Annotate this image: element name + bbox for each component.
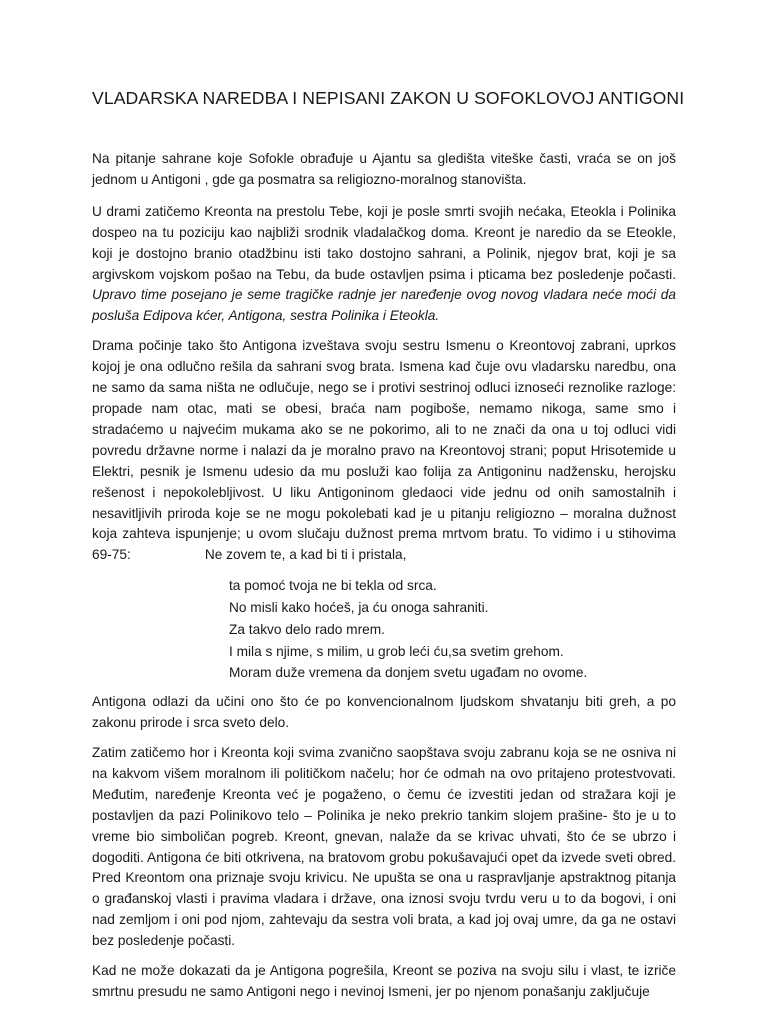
verse-line: Moram duže vremena da donjem svetu ugađam no ovome. (229, 665, 588, 681)
verse-line: No misli kako hoćeš, ja ću onoga sahraniti. (229, 600, 489, 616)
paragraph-kreont-italic: Upravo time posejano je seme tragičke radnje jer naređenje ovog novog vladara neće moći da posluša Edipova kćer, Antigona, sestra Polinika i Eteokla. (92, 287, 676, 324)
document-title: VLADARSKA NAREDBA I NEPISANI ZAKON U SOFOKLOVOJ ANTIGONI (92, 88, 685, 108)
verse-line: I mila s njime, s milim, u grob leći ću,sa svetim grehom. (229, 643, 564, 659)
paragraph-intro: Na pitanje sahrane koje Sofokle obrađuje u Ajantu sa gledišta viteške časti, vraća se on još jednom u Antigoni , gde ga posmatra sa religiozno-moralnog stanovišta. (92, 151, 676, 187)
verse-line: ta pomoć tvoja ne bi tekla od srca. (229, 578, 437, 594)
paragraph-chorus: Zatim zatičemo hor i Kreonta koji svima zvanično saopštava svoju zabranu koja se ne osniva ni na kakvom višem moralnom ili političkom načelu; hor će odmah na ovo pritajeno protestvovati. Međutim, naređenje Kreonta već je pogaženo, o čemu će izvestiti jedan od stražara koji je postavljen da pazi Polinikovo telo – Polinika je neko prekrio tankim slojem prašine- što je u to vreme bio simboličan pogreb. Kreont, gnevan, nalaže da se krivac uhvati, što će se ubrzo i dogoditi. Antigona će biti otkrivena, na bratovom grobu pokušavajući opet da izvede sveti obred. Pred Kreontom ona priznaje svoju krivicu. Ne upušta se ona u raspravljanje apstraktnog pitanja o građanskoj vlasti i pravima vladara i države, ona iznosi svoju tvrdu veru u to da bogovi, i oni nad zemljom i oni pod njom, zahtevaju da sestra voli brata, a kad joj ovaj umre, da ga ne ostavi bez posledenje počasti. (92, 745, 676, 949)
document-page (92, 88, 685, 1012)
paragraph-antigona-leaves: Antigona odlazi da učini ono što će po konvencionalnom ljudskom shvatanju biti greh, a po zakonu prirode i srca sveto delo. (92, 694, 676, 731)
paragraph-drama-start (92, 336, 676, 566)
paragraph-drama-start-text: Drama počinje tako što Antigona izveštava svoju sestru Ismenu o Kreontovoj zabrani, uprkos kojoj je ona odlučno rešila da sahrani svog brata. Ismena kad čuje ovu vladarsku naredbu, ona ne samo da sama ništa ne odlučuje, nego se i protivi sestrinoj odluci iznoseći reznolike razloge: propade nam otac, mati se obesi, braća nam pogiboše, nemamo nikoga, same smo i stradaćemo u najvećim mukama ako se ne pokorimo, ali to ne znači da ona u toj odluci vidi povredu državne norme i nalazi da je moralno pravo na Kreontovoj strani; poput Hrisotemide u Elektri, pesnik je Ismenu udesio da mu posluži kao folija za Antigoninu nadžensku, herojsku rešenost i nepokolebljivost. U liku Antigoninom gledaoci vide jednu od onih samostalnih i nesavitljivih priroda koje se ne mogu pokolebati kad je u pitanju religiozno – moralna dužnost koja zahteva ispunjenje; u ovom slučaju dužnost prema mrtvom bratu. To vidimo i u stihovima 69-75: (92, 338, 676, 563)
paragraph-kreont (92, 202, 676, 327)
verse-first-line: Ne zovem te, a kad bi ti i pristala, (204, 547, 407, 563)
verse-line: Za takvo delo rado mrem. (229, 621, 385, 637)
paragraph-sentence: Kad ne može dokazati da je Antigona pogrešila, Kreont se poziva na svoju silu i vlast, te izriče smrtnu presudu ne samo Antigoni nego i nevinoj Ismeni, jer po njenom ponašanju zaključuje (92, 963, 676, 999)
verse-block (92, 575, 676, 684)
paragraph-kreont-text: U drami zatičemo Kreonta na prestolu Tebe, koji je posle smrti svojih nećaka, Eteokla i Polinika dospeo na tu poziciju kao najbliži srodnik vladalačkog doma. Kreont je naredio da se Eteokle, koji je dostojno branio otadžbinu isti tako dostojno sahrani, a Polinik, njegov brat, koji je sa argivskom vojskom pošao na Tebu, da bude ostavljen psima i pticama bez posledenje počasti. (92, 203, 676, 282)
